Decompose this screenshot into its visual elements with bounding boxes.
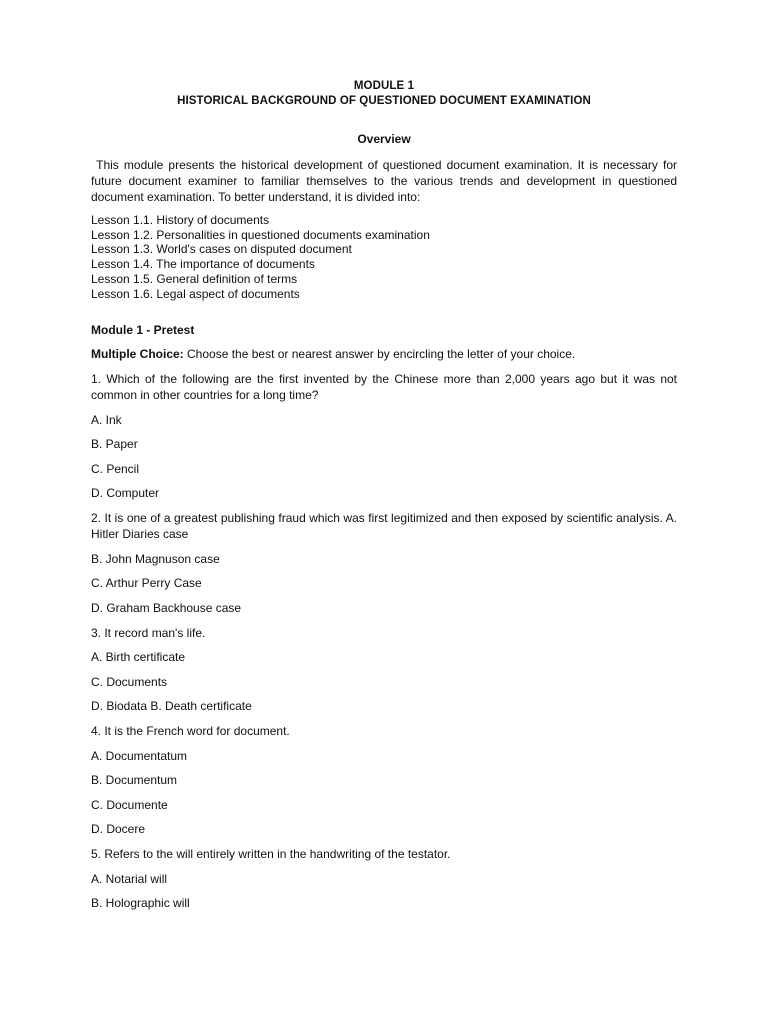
answer-option: A. Documentatum (91, 748, 188, 763)
answer-option: C. Arthur Perry Case (91, 576, 202, 591)
answer-option: D. Computer (91, 486, 160, 501)
document-page (91, 79, 681, 911)
instruction-text: Choose the best or nearest answer by encircling the letter of your choice. (183, 347, 576, 362)
lesson-item: Lesson 1.5. General definition of terms (91, 271, 298, 286)
overview-heading: Overview (357, 132, 411, 146)
answer-option: A. Ink (91, 412, 122, 427)
answer-option: C. Documents (91, 674, 168, 689)
lesson-item: Lesson 1.3. World's cases on disputed document (91, 242, 352, 257)
pretest-heading: Module 1 - Pretest (91, 323, 195, 338)
question-text: 5. Refers to the will entirely written in the handwriting of the testator. (91, 847, 451, 862)
question-5 (91, 846, 677, 911)
question-1 (91, 371, 677, 501)
answer-option: B. John Magnuson case (91, 551, 220, 566)
module-number: MODULE 1 (353, 80, 415, 92)
question-3 (91, 625, 677, 715)
lesson-item: Lesson 1.6. Legal aspect of documents (91, 286, 300, 301)
question-text: 1. Which of the following are the first invented by the Chinese more than 2,000 years ago but it was not common in other countries for a long time? (91, 372, 677, 403)
answer-option: A. Birth certificate (91, 650, 186, 665)
module-title: HISTORICAL BACKGROUND OF QUESTIONED DOCUMENT EXAMINATION (177, 95, 591, 107)
answer-option: D. Docere (91, 822, 146, 837)
answer-option: B. Documentum (91, 773, 178, 788)
question-text: 4. It is the French word for document. (91, 724, 290, 739)
question-2 (91, 510, 677, 616)
lesson-item: Lesson 1.2. Personalities in questioned documents examination (91, 227, 430, 242)
answer-option: D. Graham Backhouse case (91, 600, 242, 615)
lesson-item: Lesson 1.4. The importance of documents (91, 257, 315, 272)
instructions (91, 347, 677, 362)
answer-option: D. Biodata B. Death certificate (91, 699, 252, 714)
answer-option: C. Documente (91, 797, 168, 812)
lesson-item: Lesson 1.1. History of documents (91, 213, 270, 227)
answer-option: B. Holographic will (91, 896, 190, 911)
answer-option: C. Pencil (91, 461, 140, 476)
intro-paragraph: This module presents the historical development of questioned document examination. It is necessary for future document examiner to familiar themselves to the various trends and development in questioned document examination. To better understand, it is divided into: (91, 158, 681, 204)
answer-option: A. Notarial will (91, 871, 168, 886)
question-text: 3. It record man's life. (91, 625, 206, 640)
question-4 (91, 723, 677, 837)
question-text: 2. It is one of a greatest publishing fraud which was first legitimized and then exposed by scientific analysis. A. Hitler Diaries case (91, 511, 677, 542)
instruction-label: Multiple Choice: (91, 347, 184, 362)
answer-option: B. Paper (91, 437, 138, 452)
lesson-list (91, 213, 677, 301)
